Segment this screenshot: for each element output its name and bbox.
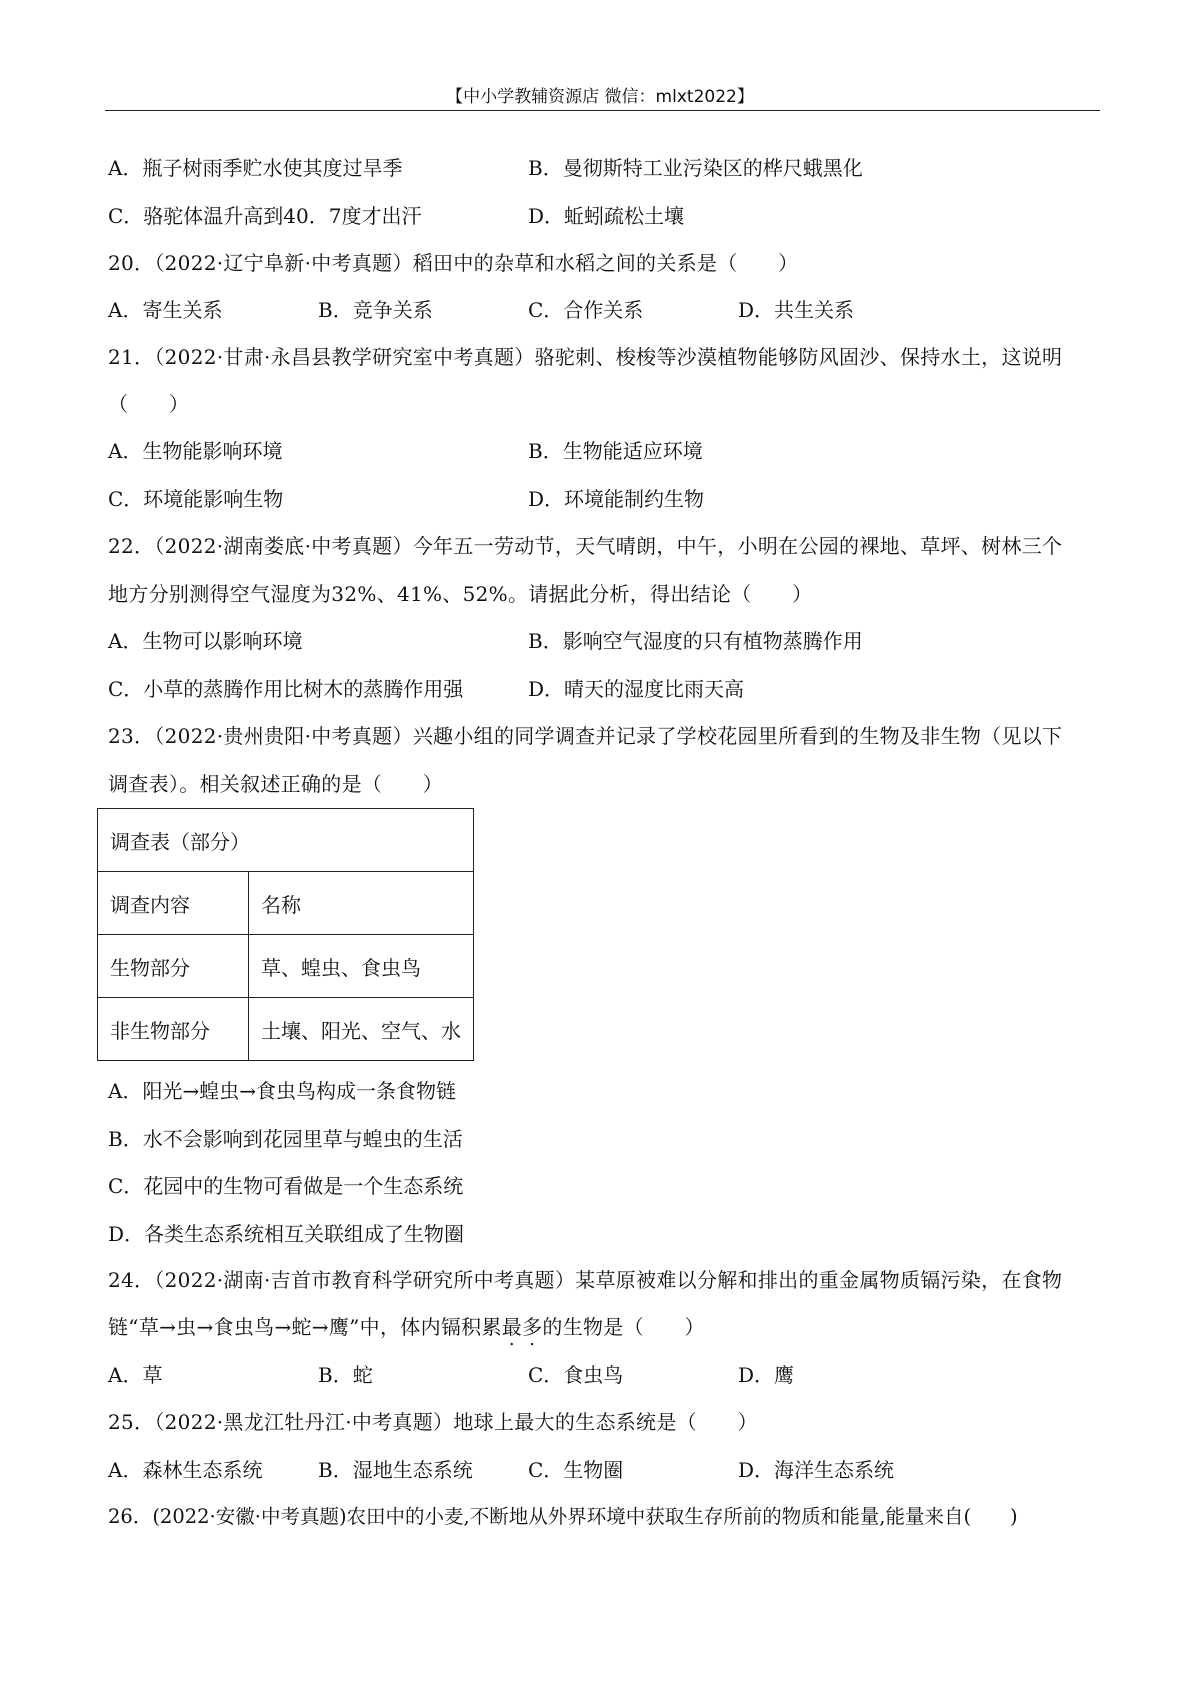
q20-option-b: B．竞争关系 bbox=[318, 298, 433, 322]
q24-option-a: A．草 bbox=[108, 1363, 163, 1387]
q20-option-a: A．寄生关系 bbox=[108, 298, 223, 322]
table-row bbox=[98, 998, 474, 1061]
q24-stem-line2-pre: 链“草→虫→食虫鸟→蛇→鹰”中，体内镉积累 bbox=[108, 1315, 502, 1339]
q19-option-a: A．瓶子树雨季贮水使其度过旱季 bbox=[108, 156, 403, 180]
q21-option-a: A．生物能影响环境 bbox=[108, 439, 283, 463]
q23-option-a: A．阳光→蝗虫→食虫鸟构成一条食物链 bbox=[108, 1079, 456, 1103]
q22-option-b: B．影响空气湿度的只有植物蒸腾作用 bbox=[528, 629, 863, 653]
table-cell: 土壤、阳光、空气、水 bbox=[249, 998, 474, 1061]
q22-stem-line1: 22．（2022·湖南娄底·中考真题）今年五一劳动节，天气晴朗，中午，小明在公园的裸地、草坪、树林三个 bbox=[108, 534, 1063, 558]
survey-table bbox=[97, 808, 474, 1061]
table-title: 调查表（部分） bbox=[98, 809, 474, 872]
q25-option-c: C．生物圈 bbox=[528, 1458, 624, 1482]
q21-option-d: D．环境能制约生物 bbox=[528, 487, 705, 511]
q20-option-d: D．共生关系 bbox=[738, 298, 855, 322]
q24-option-c: C．食虫鸟 bbox=[528, 1363, 624, 1387]
q21-option-b: B．生物能适应环境 bbox=[528, 439, 703, 463]
emphasis-char: 多 bbox=[522, 1315, 543, 1339]
q21-stem-line2: （ ） bbox=[108, 392, 190, 416]
q21-stem-line1: 21．（2022·甘肃·永昌县教学研究室中考真题）骆驼刺、梭梭等沙漠植物能够防风固沙、保持水土，这说明 bbox=[108, 345, 1063, 369]
q19-option-c: C．骆驼体温升高到40．7度才出汗 bbox=[108, 204, 422, 228]
q24-stem-line1: 24．（2022·湖南·吉首市教育科学研究所中考真题）某草原被难以分解和排出的重金属物质镉污染，在食物 bbox=[108, 1268, 1063, 1292]
q24-option-b: B．蛇 bbox=[318, 1363, 373, 1387]
q24-stem-line2-post: 的生物是（ ） bbox=[542, 1315, 705, 1339]
header-rule bbox=[105, 110, 1100, 111]
table-cell: 非生物部分 bbox=[98, 998, 249, 1061]
q23-option-c: C．花园中的生物可看做是一个生态系统 bbox=[108, 1174, 464, 1198]
q19-option-d: D．蚯蚓疏松土壤 bbox=[528, 204, 685, 228]
table-header-cell: 名称 bbox=[249, 872, 474, 935]
q25-option-b: B．湿地生态系统 bbox=[318, 1458, 473, 1482]
table-header-cell: 调查内容 bbox=[98, 872, 249, 935]
table-title-row bbox=[98, 809, 474, 872]
q21-option-c: C．环境能影响生物 bbox=[108, 487, 284, 511]
q24-option-d: D．鹰 bbox=[738, 1363, 795, 1387]
table-cell: 生物部分 bbox=[98, 935, 249, 998]
q22-option-a: A．生物可以影响环境 bbox=[108, 629, 303, 653]
q26-stem: 26．(2022·安徽·中考真题)农田中的小麦,不断地从外界环境中获取生存所前的物质和能量,能量来自( ) bbox=[108, 1505, 1018, 1528]
q25-stem: 25．（2022·黑龙江牡丹江·中考真题）地球上最大的生态系统是（ ） bbox=[108, 1410, 758, 1434]
q22-option-d: D．晴天的湿度比雨天高 bbox=[528, 677, 745, 701]
emphasis-char: 最 bbox=[501, 1315, 523, 1339]
q23-stem-line2: 调查表）。相关叙述正确的是（ ） bbox=[108, 772, 444, 796]
q24-stem-line2 bbox=[108, 1313, 705, 1341]
q23-option-d: D．各类生态系统相互关联组成了生物圈 bbox=[108, 1222, 465, 1246]
q22-stem-line2: 地方分别测得空气湿度为32%、41%、52%。请据此分析，得出结论（ ） bbox=[108, 582, 813, 606]
q20-option-c: C．合作关系 bbox=[528, 298, 644, 322]
table-row bbox=[98, 935, 474, 998]
q23-stem-line1: 23．（2022·贵州贵阳·中考真题）兴趣小组的同学调查并记录了学校花园里所看到的生物及非生物（见以下 bbox=[108, 724, 1063, 748]
q19-option-b: B．曼彻斯特工业污染区的桦尺蛾黑化 bbox=[528, 156, 863, 180]
q23-option-b: B．水不会影响到花园里草与蝗虫的生活 bbox=[108, 1127, 463, 1151]
q20-stem: 20．（2022·辽宁阜新·中考真题）稻田中的杂草和水稻之间的关系是（ ） bbox=[108, 251, 799, 275]
table-header-row bbox=[98, 872, 474, 935]
table-cell: 草、蝗虫、食虫鸟 bbox=[249, 935, 474, 998]
q25-option-d: D．海洋生态系统 bbox=[738, 1458, 895, 1482]
page-header: 【中小学教辅资源店 微信：mlxt2022】 bbox=[446, 87, 754, 107]
q22-option-c: C．小草的蒸腾作用比树木的蒸腾作用强 bbox=[108, 677, 464, 701]
q25-option-a: A．森林生态系统 bbox=[108, 1458, 263, 1482]
